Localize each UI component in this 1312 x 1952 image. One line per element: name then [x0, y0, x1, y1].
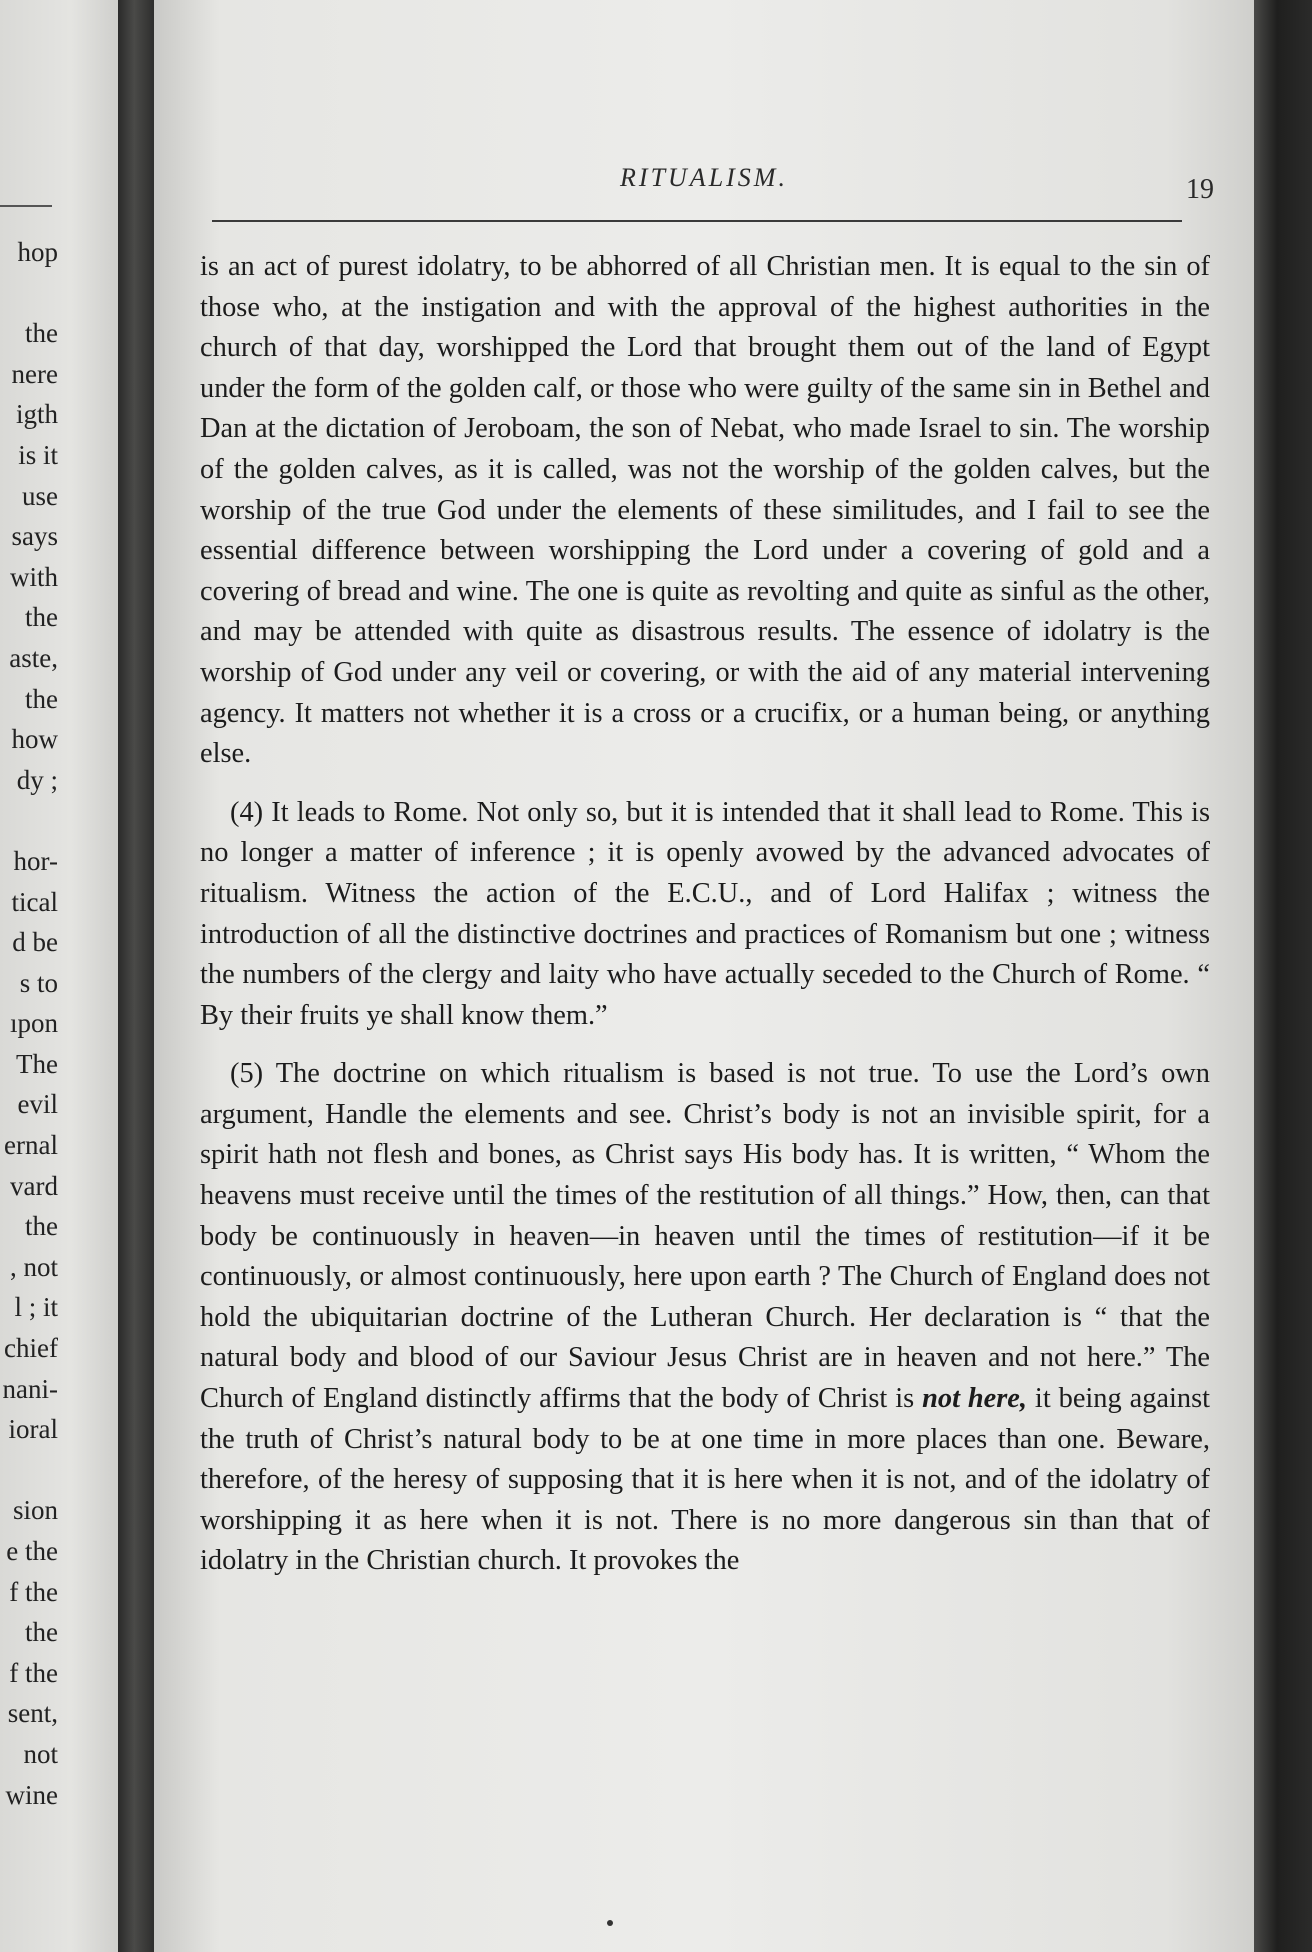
facing-page-fragment: d be [12, 927, 58, 958]
facing-page-fragment: , not [9, 1251, 58, 1282]
facing-page-fragment: not [23, 1738, 58, 1769]
facing-page-fragment: dy ; [16, 764, 58, 795]
paragraph-text: it being against the truth of Christ’s natural body to be at one time in more places than one. Beware, therefore, of the heresy of supposing that it is here when it is not, and of the idolatry of worshipping it as here when it is not. There is no more dangerous sin than that of idolatry in the Christian church. It provokes the [200, 1383, 1211, 1577]
facing-page-fragment: sion [12, 1495, 58, 1526]
running-head: RITUALISM. [620, 163, 788, 192]
facing-page-fragment: evil [17, 1089, 58, 1120]
facing-page-fragment: with [9, 561, 58, 592]
facing-page-fragment: the [25, 1211, 58, 1242]
paragraph: is an act of purest idolatry, to be abhorred of all Christian men. It is equal to the sin of those who, at the instigation and with the approval of the highest authorities in the church of that day, worshipped the Lord that brought them out of the land of Egypt under the form of the golden calf, or those who were guilty of the same sin in Bethel and Dan at the dictation of Jeroboam, the son of Nebat, who made Israel to sin. The worship of the golden calves, as it is called, was not the worship of the golden calves, but the worship of the true God under the elements of these similitudes, and I fail to see the essential difference between worshipping the Lord under a covering of gold and a covering of bread and wine. The one is quite as revolting and quite as sinful as the other, and may be attended with quite as disastrous results. The essence of idolatry is the worship of God under any veil or covering, or with the aid of any material intervening agency. It matters not whether it is a cross or a crucifix, or a human being, or anything else. [200, 251, 1210, 770]
facing-page-fragment: igth [15, 399, 58, 430]
facing-page-fragment: nere [11, 358, 58, 389]
header-rule [212, 220, 1182, 222]
emphasis-text: not here, [922, 1383, 1028, 1415]
facing-page-fragment: the [25, 1617, 58, 1648]
page-number: 19 [1186, 174, 1214, 205]
paragraph-text: (5) The doctrine on which ritualism is based is not true. To use the Lord’s own argument, Handle the elements and see. Christ’s body is not an invisible spirit, for a spirit hath not flesh and bones, as Christ says His body has. It is written, “ Whom the heavens must receive until the times of the restitution of all things.” How, then, can that body be continuously in heaven—in heaven until the times of restitution—if it be continuously, or almost continuously, here upon earth ? The Church of England does not hold the ubiquitarian doctrine of the Lutheran Church. Her declaration is “ that the natural body and blood of our Saviour Jesus Christ are in heaven and not here.” The Church of England distinctly affirms that the body of Christ is [200, 1058, 1210, 1415]
facing-page-fragment: is it [18, 439, 58, 470]
facing-page-fragment: the [25, 318, 58, 349]
facing-page-fragment: tical [11, 886, 58, 917]
facing-page-fragment: the [25, 602, 58, 633]
facing-page-fragment: hop [17, 237, 58, 267]
facing-page-fragment: ıpon [9, 1008, 58, 1039]
facing-page-fragment: e the [6, 1536, 58, 1566]
facing-page-fragment: vard [10, 1170, 58, 1201]
book-gutter [118, 0, 154, 1952]
facing-page-fragment: the [25, 683, 58, 714]
facing-page-fragment: ernal [4, 1130, 58, 1161]
facing-page-gap [3, 273, 58, 314]
facing-page-fragment: sent, [7, 1698, 58, 1729]
facing-page-fragment: chief [4, 1333, 58, 1364]
page-edge-shadow [1254, 0, 1312, 1952]
facing-page-rule [0, 205, 52, 207]
facing-page-fragment: f the [9, 1576, 58, 1607]
facing-page-fragment: ioral [8, 1414, 58, 1445]
facing-page-fragment: use [22, 480, 58, 511]
print-speck [607, 1920, 613, 1926]
facing-page-fragment: l ; it [14, 1292, 58, 1323]
paragraph: (4) It leads to Rome. Not only so, but it is intended that it shall lead to Rome. This is no longer a matter of inference ; it is openly avowed by the advanced advocates of ritualism. Witness the action of the E.C.U., and of Lord Halifax ; witness the introduction of all the distinctive doctrines and practices of Romanism but one ; witness the numbers of the clergy and laity who have actually seceded to the Church of Rome. “ By their fruits ye shall know them.” [200, 796, 1210, 1031]
facing-page-text [3, 232, 58, 1815]
body-text [200, 247, 1210, 1582]
facing-page-fragment: wine [5, 1779, 58, 1810]
facing-page-fragment: how [11, 724, 58, 755]
facing-page-fragment: nani- [2, 1373, 58, 1404]
facing-page-fragment: aste, [9, 642, 58, 673]
book-page [154, 0, 1254, 1952]
facing-page-fragment: f the [9, 1657, 58, 1688]
facing-page-fragment: s to [19, 967, 58, 998]
facing-page-fragment: The [16, 1048, 58, 1079]
facing-page-fragment: says [11, 521, 58, 552]
paragraph [200, 1054, 1210, 1582]
facing-page-gap [3, 800, 58, 841]
facing-page-gap [3, 1450, 58, 1491]
facing-page-fragment: hor- [13, 845, 58, 876]
facing-page [0, 0, 118, 1952]
